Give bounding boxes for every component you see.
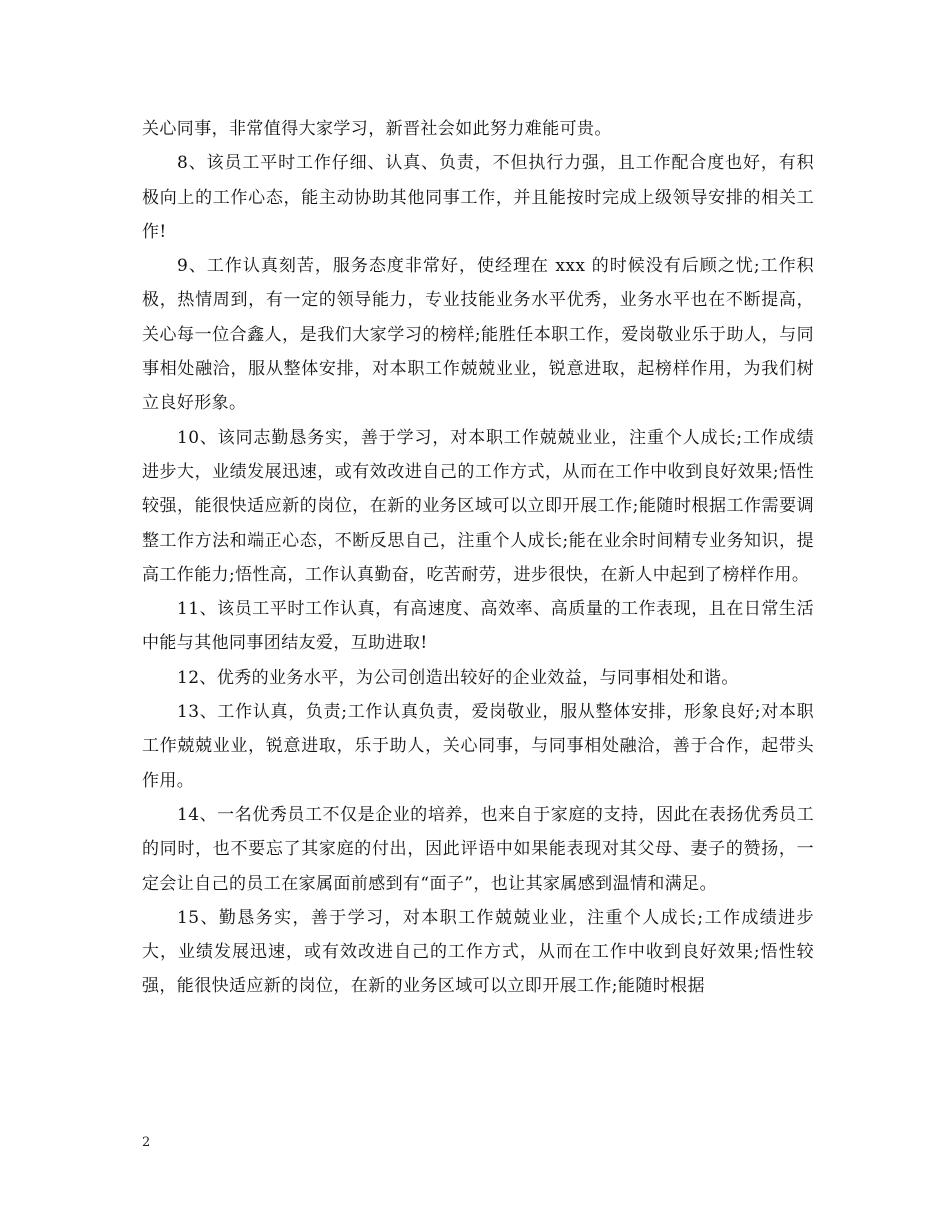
document-body	[142, 112, 814, 1004]
paragraph-item-11: 11、该员工平时工作认真，有高速度、高效率、高质量的工作表现，且在日常生活中能与其他同事团结友爱，互助进取!	[142, 599, 814, 654]
page-number: 2	[142, 1135, 151, 1150]
paragraph-item-14: 14、一名优秀员工不仅是企业的培养，也来自于家庭的支持，因此在表扬优秀员工的同时，也不要忘了其家庭的付出，因此评语中如果能表现对其父母、妻子的赞扬，一定会让自己的员工在家属面前感到有“面子”，也让其家属感到温情和满足。	[142, 804, 814, 894]
paragraph-continuation: 关心同事，非常值得大家学习，新晋社会如此努力难能可贵。	[142, 119, 612, 139]
paragraph-item-12: 12、优秀的业务水平，为公司创造出较好的企业效益，与同事相处和谐。	[177, 667, 739, 688]
paragraph-item-10: 10、该同志勤恳务实，善于学习，对本职工作兢兢业业，注重个人成长;工作成绩进步大，业绩发展迅速，或有效改进自己的工作方式，从而在工作中收到良好效果;悟性较强，能很快适应新的岗位，在新的业务区域可以立即开展工作;能随时根据工作需要调整工作方法和端正心态，不断反思自己，注重个人成长;能在业余时间精专业务知识，提高工作能力;悟性高，工作认真勤奋，吃苦耐劳，进步很快，在新人中起到了榜样作用。	[142, 427, 814, 585]
paragraph-item-8: 8、该员工平时工作仔细、认真、负责，不但执行力强，且工作配合度也好，有积极向上的工作心态，能主动协助其他同事工作，并且能按时完成上级领导安排的相关工作!	[142, 153, 814, 242]
paragraph-item-9: 9、工作认真刻苦，服务态度非常好，使经理在 xxx 的时候没有后顾之忧;工作积极，热情周到，有一定的领导能力，专业技能业务水平优秀，业务水平也在不断提高，关心每一位合鑫人，是我们大家学习的榜样;能胜任本职工作，爱岗敬业乐于助人，与同事相处融洽，服从整体安排，对本职工作兢兢业业，锐意进取，起榜样作用，为我们树立良好形象。	[142, 256, 814, 414]
paragraph-item-13: 13、工作认真，负责;工作认真负责，爱岗敬业，服从整体安排，形象良好;对本职工作兢兢业业，锐意进取，乐于助人，关心同事，与同事相处融洽，善于合作，起带头作用。	[142, 702, 814, 791]
paragraph-item-15: 15、勤恳务实，善于学习，对本职工作兢兢业业，注重个人成长;工作成绩进步大，业绩发展迅速，或有效改进自己的工作方式，从而在工作中收到良好效果;悟性较强，能很快适应新的岗位，在新的业务区域可以立即开展工作;能随时根据	[142, 907, 814, 997]
